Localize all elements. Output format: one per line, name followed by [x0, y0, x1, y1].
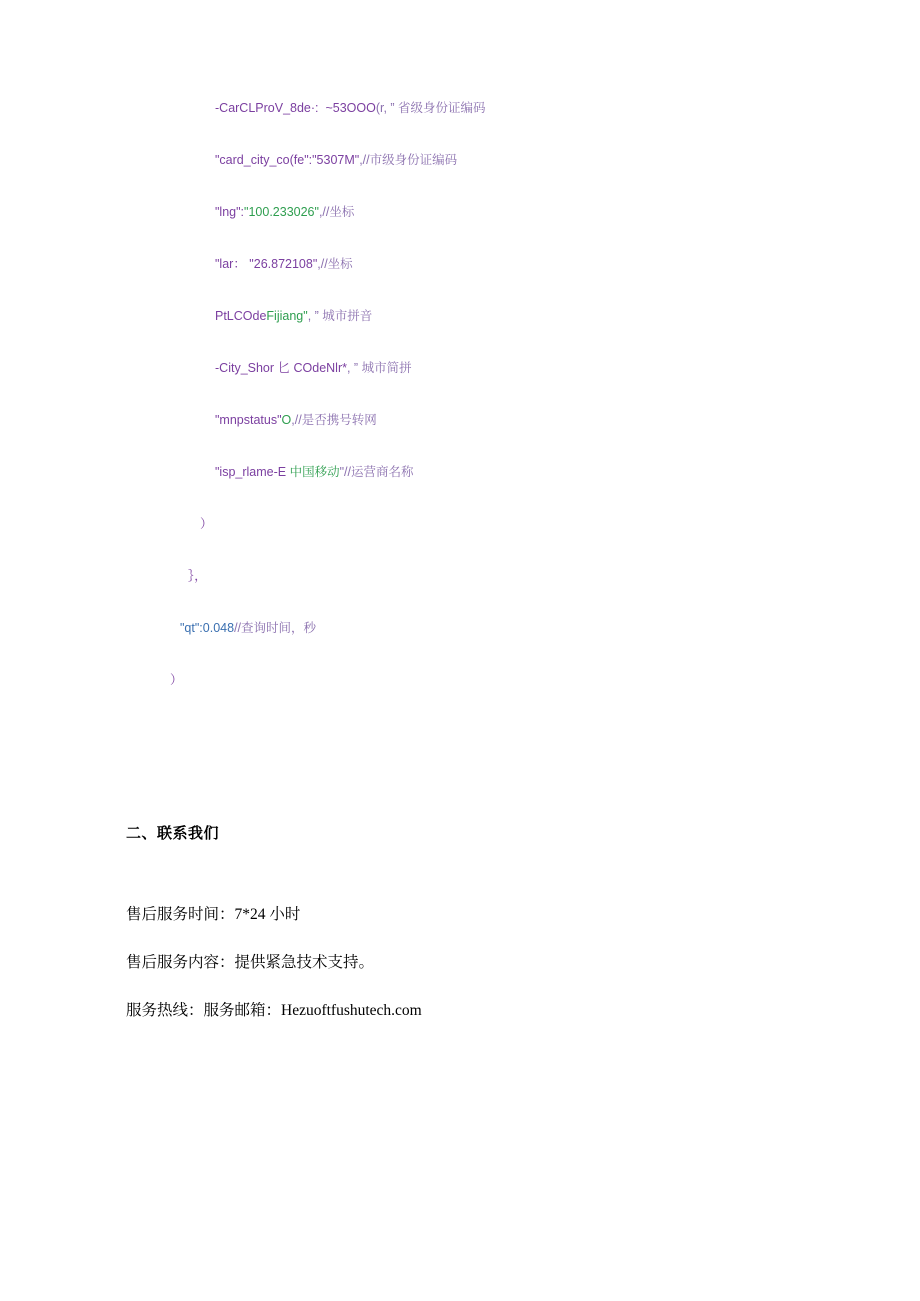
code-line	[0, 204, 920, 220]
code-token: "isp_rlame-E	[215, 465, 290, 479]
contact-line-service-content: 售后服务内容：提供紧急技术支持。	[126, 954, 375, 971]
code-line	[0, 308, 920, 324]
section-heading-contact-us: 二、联系我们	[126, 825, 220, 842]
code-token: "100.233026"	[244, 205, 319, 219]
contact-line-service-hours: 售后服务时间：7*24 小时	[126, 906, 301, 923]
contact-line-hotline-email: 服务热线：服务邮箱：Hezuoftfushutech.com	[126, 1002, 422, 1019]
code-token: ,//市级身份证编码	[359, 153, 458, 167]
code-line	[0, 256, 920, 272]
code-token: Fijiang"	[266, 309, 308, 323]
code-token: "qt":0.048	[180, 621, 235, 635]
code-line	[0, 100, 920, 116]
code-token: "//运营商名称	[339, 465, 414, 479]
code-line	[0, 568, 920, 584]
code-token: "lng":	[215, 205, 245, 219]
code-token: PtLCOde	[215, 309, 267, 323]
code-token: ｝，	[188, 569, 207, 583]
code-line	[0, 412, 920, 428]
code-token: ）	[170, 673, 183, 687]
code-token: ,//是否携号转网	[291, 413, 377, 427]
code-sample-block	[0, 100, 920, 688]
code-line	[0, 152, 920, 168]
code-token: "mnpstatus"	[215, 413, 282, 427]
code-token: -City_Shor 匕 COdeNlr*	[215, 361, 347, 375]
contact-info-block	[126, 905, 826, 1021]
code-token: "card_city_co	[215, 153, 290, 167]
code-token: ）	[200, 517, 213, 531]
code-token: ,//坐标	[317, 257, 353, 271]
code-token: -CarCLProV_8de·: ~53OOO	[215, 101, 376, 115]
code-token: //查询时间，秒	[234, 621, 317, 635]
code-token: , ” 城市简拼	[346, 361, 412, 375]
code-token: (r, ” 省级身份证编码	[375, 101, 486, 115]
code-token: ,//坐标	[318, 205, 355, 219]
code-line	[0, 672, 920, 688]
code-line	[0, 620, 920, 636]
code-token: (fe":"5307M"	[289, 153, 360, 167]
code-line	[0, 464, 920, 480]
code-token: 中国移动	[289, 465, 340, 479]
code-token: "lar： "26.872108"	[215, 257, 318, 271]
code-token: O	[281, 413, 292, 427]
code-token: , ” 城市拼音	[307, 309, 373, 323]
code-line	[0, 360, 920, 376]
code-line	[0, 516, 920, 532]
